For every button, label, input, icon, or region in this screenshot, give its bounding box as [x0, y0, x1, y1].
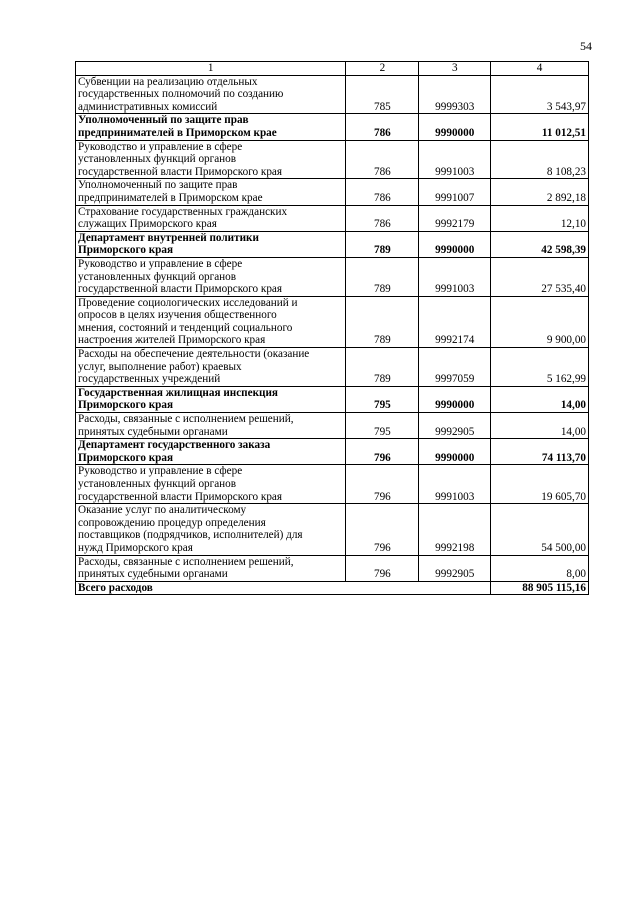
- row-department-code: 796: [346, 504, 419, 555]
- row-department-code: 789: [346, 231, 419, 257]
- table-row: [76, 555, 589, 581]
- row-amount: 14,00: [491, 413, 589, 439]
- description-line: принятых судебными органами: [78, 568, 228, 581]
- row-target-article: 9992198: [419, 504, 491, 555]
- row-description: [76, 179, 346, 205]
- row-target-article: 9990000: [419, 231, 491, 257]
- table-row: [76, 75, 589, 114]
- row-amount: 54 500,00: [491, 504, 589, 555]
- table-row: [76, 386, 589, 412]
- table-row: [76, 465, 589, 504]
- description-line: Оказание услуг по аналитическому: [78, 504, 247, 517]
- row-description: [76, 555, 346, 581]
- row-amount: 42 598,39: [491, 231, 589, 257]
- table-row: [76, 348, 589, 387]
- description-line: государственной власти Приморского края: [78, 165, 283, 178]
- row-target-article: 9990000: [419, 114, 491, 140]
- column-header-2: 2: [346, 62, 419, 76]
- row-department-code: 786: [346, 114, 419, 140]
- row-department-code: 796: [346, 555, 419, 581]
- row-department-code: 795: [346, 386, 419, 412]
- description-line: поставщиков (подрядчиков, исполнителей) для: [78, 529, 303, 542]
- row-description: [76, 114, 346, 140]
- row-target-article: 9991007: [419, 179, 491, 205]
- description-line: Расходы, связанные с исполнением решений,: [78, 555, 294, 568]
- table-row: [76, 179, 589, 205]
- column-header-4: 4: [491, 62, 589, 76]
- description-line: нужд Приморского края: [78, 541, 193, 554]
- row-amount: 74 113,70: [491, 439, 589, 465]
- description-line: Расходы, связанные с исполнением решений,: [78, 413, 294, 426]
- row-department-code: 789: [346, 348, 419, 387]
- row-amount: 3 543,97: [491, 75, 589, 114]
- table-row: [76, 231, 589, 257]
- row-department-code: 795: [346, 413, 419, 439]
- row-department-code: 796: [346, 439, 419, 465]
- row-amount: 8,00: [491, 555, 589, 581]
- description-line: сопровождению процедур определения: [78, 516, 266, 529]
- description-line: Департамент государственного заказа: [78, 439, 271, 452]
- description-line: государственной власти Приморского края: [78, 490, 283, 503]
- row-amount: 27 535,40: [491, 257, 589, 296]
- total-amount: 88 905 115,16: [491, 581, 589, 595]
- row-target-article: 9992179: [419, 205, 491, 231]
- row-department-code: 789: [346, 296, 419, 347]
- row-description: [76, 465, 346, 504]
- row-department-code: 789: [346, 257, 419, 296]
- description-line: Руководство и управление в сфере: [78, 257, 243, 270]
- description-line: предпринимателей в Приморском крае: [78, 191, 263, 204]
- description-line: Руководство и управление в сфере: [78, 140, 243, 153]
- description-line: Приморского края: [78, 244, 174, 257]
- row-amount: 2 892,18: [491, 179, 589, 205]
- description-line: Страхование государственных гражданских: [78, 205, 288, 218]
- row-target-article: 9991003: [419, 140, 491, 179]
- row-department-code: 786: [346, 179, 419, 205]
- description-line: опросов в целях изучения общественного: [78, 309, 277, 322]
- row-target-article: 9991003: [419, 465, 491, 504]
- description-line: государственной власти Приморского края: [78, 283, 283, 296]
- table-row: [76, 205, 589, 231]
- row-description: [76, 413, 346, 439]
- table-row: [76, 296, 589, 347]
- row-target-article: 9997059: [419, 348, 491, 387]
- description-line: государственных полномочий по созданию: [78, 88, 284, 101]
- row-description: [76, 231, 346, 257]
- expenditure-table: [75, 61, 589, 595]
- description-line: Уполномоченный по защите прав: [78, 179, 238, 192]
- row-description: [76, 439, 346, 465]
- row-target-article: 9992905: [419, 555, 491, 581]
- row-amount: 14,00: [491, 386, 589, 412]
- row-description: [76, 386, 346, 412]
- table-row: [76, 257, 589, 296]
- column-header-3: 3: [419, 62, 491, 76]
- row-target-article: 9999303: [419, 75, 491, 114]
- row-target-article: 9990000: [419, 386, 491, 412]
- description-line: государственных учреждений: [78, 373, 221, 386]
- row-department-code: 786: [346, 140, 419, 179]
- row-description: [76, 257, 346, 296]
- description-line: Субвенции на реализацию отдельных: [78, 75, 258, 88]
- description-line: установленных функций органов: [78, 478, 237, 490]
- description-line: Государственная жилищная инспекция: [78, 386, 278, 399]
- row-target-article: 9992174: [419, 296, 491, 347]
- row-department-code: 786: [346, 205, 419, 231]
- description-line: Департамент внутренней политики: [78, 231, 259, 244]
- table-row: [76, 114, 589, 140]
- row-amount: 11 012,51: [491, 114, 589, 140]
- table-row: [76, 413, 589, 439]
- description-line: мнения, состояний и тенденций социального: [78, 321, 293, 334]
- description-line: Приморского края: [78, 399, 174, 412]
- row-amount: 9 900,00: [491, 296, 589, 347]
- description-line: Расходы на обеспечение деятельности (оказание: [78, 348, 310, 361]
- description-line: установленных функций органов: [78, 270, 237, 283]
- row-amount: 5 162,99: [491, 348, 589, 387]
- description-line: принятых судебными органами: [78, 425, 228, 438]
- row-description: [76, 140, 346, 179]
- row-description: [76, 504, 346, 555]
- row-department-code: 785: [346, 75, 419, 114]
- row-target-article: 9992905: [419, 413, 491, 439]
- description-line: административных комиссий: [78, 100, 218, 113]
- table-body: [76, 75, 589, 581]
- row-amount: 19 605,70: [491, 465, 589, 504]
- table-row: [76, 140, 589, 179]
- table-row: [76, 504, 589, 555]
- row-description: [76, 205, 346, 231]
- row-description: [76, 296, 346, 347]
- description-line: служащих Приморского края: [78, 218, 217, 231]
- description-line: предпринимателей в Приморском крае: [78, 126, 277, 139]
- row-description: [76, 75, 346, 114]
- row-target-article: 9991003: [419, 257, 491, 296]
- row-department-code: 796: [346, 465, 419, 504]
- description-line: установленных функций органов: [78, 153, 237, 166]
- description-line: Руководство и управление в сфере: [78, 465, 243, 478]
- total-label: Всего расходов: [76, 581, 491, 595]
- row-amount: 12,10: [491, 205, 589, 231]
- table-header-row: [76, 62, 589, 76]
- table-row: [76, 439, 589, 465]
- description-line: Проведение социологических исследований и: [78, 296, 298, 309]
- total-row: [76, 581, 589, 595]
- row-description: [76, 348, 346, 387]
- description-line: Уполномоченный по защите прав: [78, 114, 249, 127]
- description-line: услуг, выполнение работ) краевых: [78, 360, 242, 373]
- row-amount: 8 108,23: [491, 140, 589, 179]
- description-line: Приморского края: [78, 451, 174, 464]
- description-line: настроения жителей Приморского края: [78, 334, 266, 347]
- row-target-article: 9990000: [419, 439, 491, 465]
- page-number: 54: [580, 39, 592, 53]
- column-header-1: 1: [76, 62, 346, 76]
